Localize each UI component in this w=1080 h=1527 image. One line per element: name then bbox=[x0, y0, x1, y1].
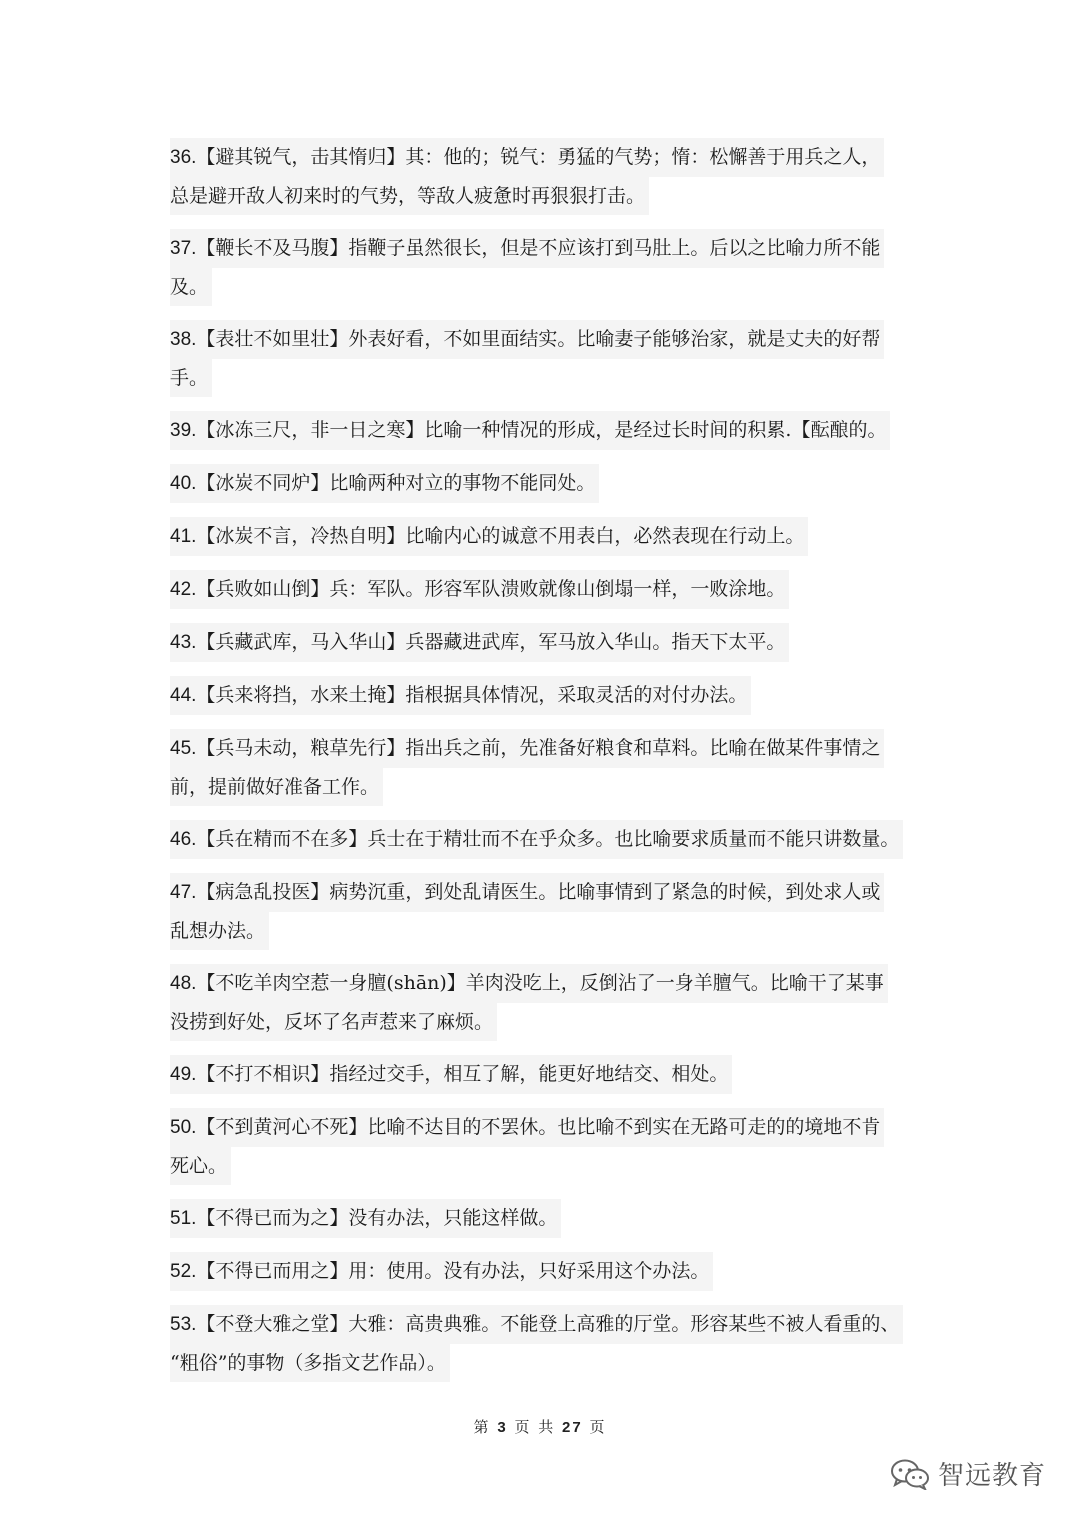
entry-number: 50. bbox=[170, 1117, 197, 1138]
idiom-entry bbox=[170, 1199, 915, 1238]
entry-line bbox=[170, 1003, 497, 1041]
entry-text: 【冰炭不同炉】比喻两种对立的事物不能同处。 bbox=[196, 472, 596, 494]
entry-number: 52. bbox=[170, 1261, 197, 1282]
idiom-entry bbox=[170, 820, 915, 859]
idiom-list bbox=[170, 138, 915, 1396]
entry-text: 【不登大雅之堂】大雅：高贵典雅。不能登上高雅的厅堂。形容某些不被人看重的、 bbox=[196, 1313, 900, 1335]
entry-text: 手。 bbox=[170, 367, 209, 389]
entry-text: 【兵马未动，粮草先行】指出兵之前，先准备好粮食和草料。比喻在做某件事情之 bbox=[196, 737, 881, 759]
footer-total-pages: 27 bbox=[562, 1419, 583, 1436]
footer-suffix: 页 bbox=[589, 1418, 607, 1436]
entry-line bbox=[170, 1344, 450, 1382]
entry-line bbox=[170, 320, 884, 359]
entry-text: 前，提前做好准备工作。 bbox=[170, 776, 380, 798]
entry-text: 【不吃羊肉空惹一身膻(shān)】羊肉没吃上，反倒沾了一身羊膻气。比喻干了某事 bbox=[196, 972, 884, 994]
entry-number: 53. bbox=[170, 1314, 197, 1335]
entry-line bbox=[170, 411, 890, 450]
entry-line bbox=[170, 138, 884, 177]
entry-line bbox=[170, 676, 751, 715]
footer-mid: 页 共 bbox=[514, 1418, 556, 1436]
entry-line bbox=[170, 268, 212, 306]
idiom-entry bbox=[170, 1305, 915, 1382]
idiom-entry bbox=[170, 964, 915, 1041]
entry-number: 47. bbox=[170, 882, 197, 903]
entry-text: 【冰冻三尺，非一日之寒】比喻一种情况的形成，是经过长时间的积累.【酝酿的。 bbox=[196, 419, 887, 441]
idiom-entry bbox=[170, 676, 915, 715]
footer-prefix: 第 bbox=[473, 1418, 491, 1436]
entry-line bbox=[170, 229, 884, 268]
entry-number: 44. bbox=[170, 685, 197, 706]
idiom-entry bbox=[170, 570, 915, 609]
entry-text: 【兵来将挡，水来土掩】指根据具体情况，采取灵活的对付办法。 bbox=[196, 684, 748, 706]
watermark bbox=[890, 1455, 1046, 1492]
entry-line bbox=[170, 1147, 231, 1185]
entry-line bbox=[170, 1055, 732, 1094]
entry-text: 【不到黄河心不死】比喻不达目的不罢休。也比喻不到实在无路可走的的境地不肯 bbox=[196, 1116, 881, 1138]
entry-text: 【不得已而用之】用：使用。没有办法，只好采用这个办法。 bbox=[196, 1260, 710, 1282]
wechat-icon bbox=[890, 1458, 930, 1490]
entry-text: 乱想办法。 bbox=[170, 920, 266, 942]
entry-number: 38. bbox=[170, 329, 197, 350]
entry-text: 总是避开敌人初来时的气势，等敌人疲惫时再狠狠打击。 bbox=[170, 185, 646, 207]
entry-text: 【兵败如山倒】兵：军队。形容军队溃败就像山倒塌一样，一败涂地。 bbox=[196, 578, 786, 600]
entry-line bbox=[170, 912, 269, 950]
idiom-entry bbox=[170, 623, 915, 662]
entry-line bbox=[170, 623, 789, 662]
entry-line bbox=[170, 820, 903, 859]
entry-text: 没捞到好处，反坏了名声惹来了麻烦。 bbox=[170, 1011, 494, 1033]
entry-number: 51. bbox=[170, 1208, 197, 1229]
entry-text: 死心。 bbox=[170, 1155, 228, 1177]
entry-line bbox=[170, 464, 599, 503]
entry-number: 42. bbox=[170, 579, 197, 600]
entry-line bbox=[170, 1305, 903, 1344]
idiom-entry bbox=[170, 1108, 915, 1185]
entry-line bbox=[170, 873, 884, 912]
idiom-entry bbox=[170, 464, 915, 503]
entry-number: 48. bbox=[170, 973, 197, 994]
idiom-entry bbox=[170, 229, 915, 306]
entry-number: 45. bbox=[170, 738, 197, 759]
entry-line bbox=[170, 1199, 561, 1238]
entry-line bbox=[170, 1252, 713, 1291]
entry-text: 【避其锐气，击其惰归】其：他的；锐气：勇猛的气势；惰：松懈善于用兵之人， bbox=[196, 146, 881, 168]
entry-line bbox=[170, 964, 888, 1003]
entry-text: 【兵藏武库，马入华山】兵器藏进武库，军马放入华山。指天下太平。 bbox=[196, 631, 786, 653]
entry-text: 【冰炭不言，冷热自明】比喻内心的诚意不用表白，必然表现在行动上。 bbox=[196, 525, 805, 547]
entry-line bbox=[170, 1108, 884, 1147]
idiom-entry bbox=[170, 729, 915, 806]
entry-line bbox=[170, 570, 789, 609]
entry-text: 【不得已而为之】没有办法，只能这样做。 bbox=[196, 1207, 558, 1229]
entry-line bbox=[170, 359, 212, 397]
idiom-entry bbox=[170, 1252, 915, 1291]
entry-number: 41. bbox=[170, 526, 197, 547]
watermark-text: 智远教育 bbox=[937, 1461, 1046, 1491]
entry-line bbox=[170, 517, 808, 556]
entry-number: 37. bbox=[170, 238, 197, 259]
entry-line bbox=[170, 768, 383, 806]
page-footer bbox=[0, 1416, 1080, 1437]
entry-line bbox=[170, 729, 884, 768]
entry-text: 及。 bbox=[170, 276, 209, 298]
entry-number: 39. bbox=[170, 420, 197, 441]
entry-number: 49. bbox=[170, 1064, 197, 1085]
idiom-entry bbox=[170, 411, 915, 450]
entry-text: 【不打不相识】指经过交手，相互了解，能更好地结交、相处。 bbox=[196, 1063, 729, 1085]
entry-text: 【病急乱投医】病势沉重，到处乱请医生。比喻事情到了紧急的时候，到处求人或 bbox=[196, 881, 881, 903]
entry-text: “粗俗”的事物（多指文艺作品）。 bbox=[170, 1352, 446, 1374]
idiom-entry bbox=[170, 873, 915, 950]
entry-line bbox=[170, 177, 649, 215]
entry-number: 46. bbox=[170, 829, 197, 850]
entry-text: 【表壮不如里壮】外表好看，不如里面结实。比喻妻子能够治家，就是丈夫的好帮 bbox=[196, 328, 881, 350]
idiom-entry bbox=[170, 320, 915, 397]
idiom-entry bbox=[170, 138, 915, 215]
idiom-entry bbox=[170, 517, 915, 556]
entry-number: 40. bbox=[170, 473, 197, 494]
footer-page-number: 3 bbox=[497, 1419, 508, 1436]
entry-number: 36. bbox=[170, 147, 197, 168]
entry-number: 43. bbox=[170, 632, 197, 653]
entry-text: 【兵在精而不在多】兵士在于精壮而不在乎众多。也比喻要求质量而不能只讲数量。 bbox=[196, 828, 900, 850]
idiom-entry bbox=[170, 1055, 915, 1094]
entry-text: 【鞭长不及马腹】指鞭子虽然很长，但是不应该打到马肚上。后以之比喻力所不能 bbox=[196, 237, 881, 259]
